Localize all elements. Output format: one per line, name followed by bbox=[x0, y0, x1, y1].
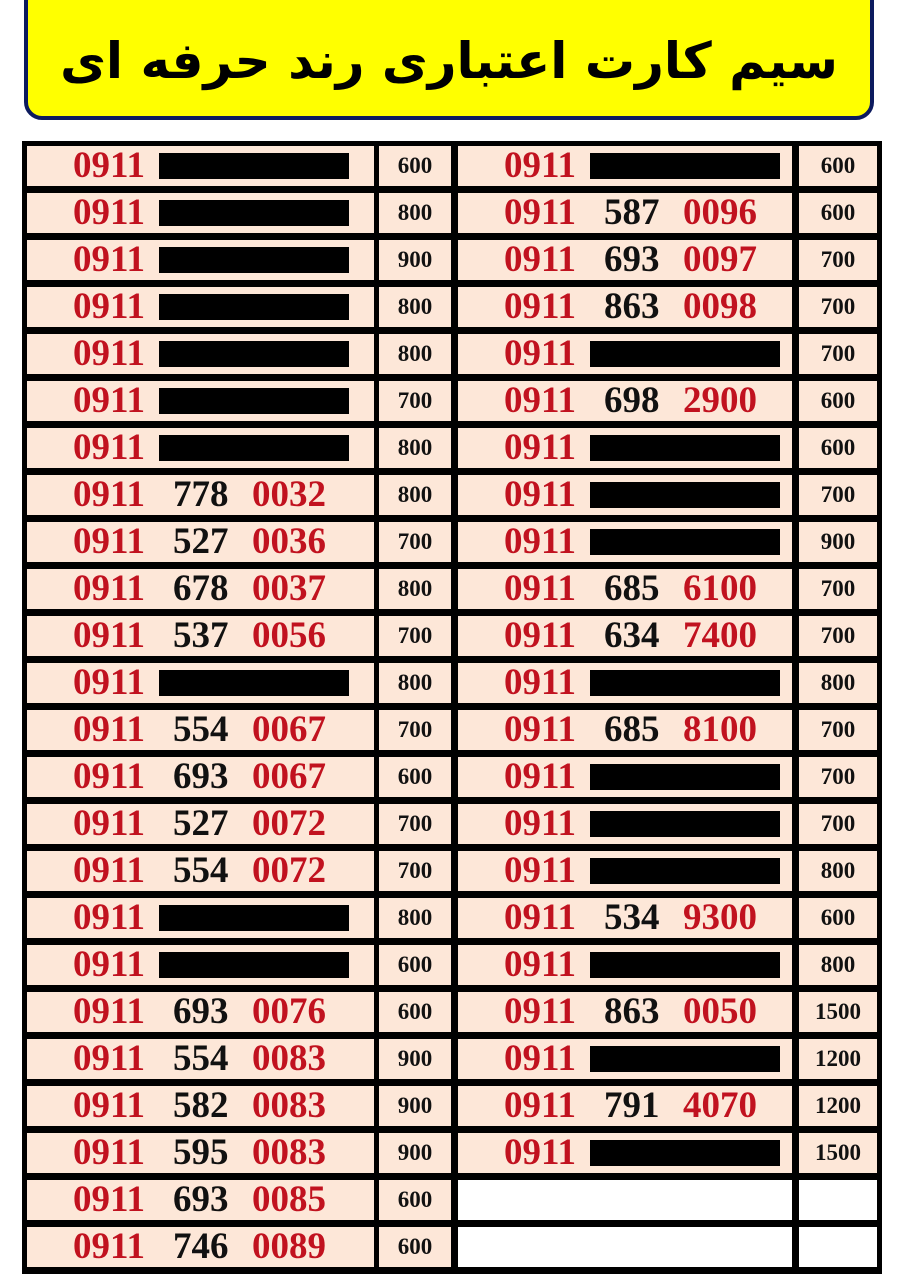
price-cell bbox=[799, 710, 877, 750]
price-value: 700 bbox=[820, 294, 856, 319]
number-cell bbox=[458, 193, 792, 233]
number-middle: 685 bbox=[604, 568, 660, 609]
number-middle: 778 bbox=[173, 474, 229, 515]
number-cell bbox=[27, 428, 374, 468]
price-cell bbox=[799, 898, 877, 938]
number-cell bbox=[27, 757, 374, 797]
number-suffix: 0076 bbox=[252, 991, 326, 1032]
redaction-bar bbox=[590, 764, 780, 790]
number-cell bbox=[458, 334, 792, 374]
price-cell bbox=[799, 569, 877, 609]
price-cell bbox=[799, 287, 877, 327]
number-cell bbox=[27, 146, 374, 186]
number-prefix: 0911 bbox=[504, 380, 576, 421]
number-cell bbox=[458, 804, 792, 844]
price-cell bbox=[799, 804, 877, 844]
number-cell bbox=[458, 1227, 792, 1267]
price-cell bbox=[379, 428, 451, 468]
price-cell bbox=[379, 193, 451, 233]
price-value: 700 bbox=[820, 576, 856, 601]
number-cell bbox=[27, 1227, 374, 1267]
number-prefix: 0911 bbox=[73, 145, 145, 186]
number-cell bbox=[27, 193, 374, 233]
price-value: 600 bbox=[397, 999, 433, 1024]
redaction-bar bbox=[590, 341, 780, 367]
number-prefix: 0911 bbox=[73, 897, 145, 938]
number-cell bbox=[458, 240, 792, 280]
number-cell bbox=[27, 240, 374, 280]
header-banner bbox=[24, 0, 874, 120]
number-cell bbox=[458, 945, 792, 985]
number-prefix: 0911 bbox=[73, 991, 145, 1032]
price-cell bbox=[379, 757, 451, 797]
number-prefix: 0911 bbox=[73, 568, 145, 609]
number-suffix: 0083 bbox=[252, 1085, 326, 1126]
number-cell bbox=[27, 710, 374, 750]
number-prefix: 0911 bbox=[504, 192, 576, 233]
number-prefix: 0911 bbox=[504, 474, 576, 515]
number-suffix: 0089 bbox=[252, 1226, 326, 1267]
price-cell bbox=[379, 898, 451, 938]
price-value: 600 bbox=[397, 153, 433, 178]
price-cell bbox=[799, 616, 877, 656]
price-cell bbox=[379, 1086, 451, 1126]
redaction-bar bbox=[159, 200, 349, 226]
redaction-bar bbox=[590, 670, 780, 696]
price-cell bbox=[379, 851, 451, 891]
number-cell bbox=[27, 522, 374, 562]
number-prefix: 0911 bbox=[73, 474, 145, 515]
number-cell bbox=[458, 146, 792, 186]
price-value: 700 bbox=[820, 247, 856, 272]
number-cell bbox=[458, 851, 792, 891]
number-suffix: 0085 bbox=[252, 1179, 326, 1220]
price-value: 900 bbox=[397, 1093, 433, 1118]
price-value: 800 bbox=[820, 952, 856, 977]
redaction-bar bbox=[159, 294, 349, 320]
price-value: 600 bbox=[397, 952, 433, 977]
price-cell bbox=[799, 945, 877, 985]
price-value: 800 bbox=[397, 341, 433, 366]
number-cell bbox=[27, 945, 374, 985]
price-cell bbox=[799, 146, 877, 186]
number-prefix: 0911 bbox=[504, 1038, 576, 1079]
number-prefix: 0911 bbox=[504, 897, 576, 938]
number-prefix: 0911 bbox=[73, 615, 145, 656]
price-value: 700 bbox=[820, 623, 856, 648]
redaction-bar bbox=[590, 952, 780, 978]
number-cell bbox=[27, 381, 374, 421]
number-cell bbox=[458, 992, 792, 1032]
price-value: 700 bbox=[397, 623, 433, 648]
price-cell bbox=[379, 381, 451, 421]
price-value: 700 bbox=[397, 529, 433, 554]
price-cell bbox=[799, 428, 877, 468]
number-suffix: 0083 bbox=[252, 1038, 326, 1079]
number-cell bbox=[27, 992, 374, 1032]
price-cell bbox=[799, 475, 877, 515]
price-value: 800 bbox=[820, 670, 856, 695]
number-middle: 746 bbox=[173, 1226, 229, 1267]
price-cell bbox=[379, 522, 451, 562]
number-prefix: 0911 bbox=[73, 803, 145, 844]
number-middle: 863 bbox=[604, 991, 660, 1032]
redaction-bar bbox=[159, 435, 349, 461]
number-suffix: 0067 bbox=[252, 756, 326, 797]
price-value: 900 bbox=[397, 1140, 433, 1165]
number-middle: 693 bbox=[173, 756, 229, 797]
number-cell bbox=[27, 569, 374, 609]
number-middle: 698 bbox=[604, 380, 660, 421]
price-cell bbox=[799, 1180, 877, 1220]
price-cell bbox=[799, 1039, 877, 1079]
number-middle: 527 bbox=[173, 803, 229, 844]
price-cell bbox=[379, 992, 451, 1032]
price-cell bbox=[379, 287, 451, 327]
number-suffix: 9300 bbox=[683, 897, 757, 938]
redaction-bar bbox=[590, 529, 780, 555]
price-cell bbox=[379, 1227, 451, 1267]
number-prefix: 0911 bbox=[504, 521, 576, 562]
redaction-bar bbox=[590, 1046, 780, 1072]
number-middle: 554 bbox=[173, 850, 229, 891]
number-prefix: 0911 bbox=[504, 615, 576, 656]
number-cell bbox=[27, 1039, 374, 1079]
number-middle: 634 bbox=[604, 615, 660, 656]
number-middle: 685 bbox=[604, 709, 660, 750]
price-value: 800 bbox=[397, 200, 433, 225]
price-cell bbox=[379, 1180, 451, 1220]
number-prefix: 0911 bbox=[504, 756, 576, 797]
number-cell bbox=[27, 804, 374, 844]
price-cell bbox=[379, 569, 451, 609]
number-suffix: 8100 bbox=[683, 709, 757, 750]
price-cell bbox=[379, 1039, 451, 1079]
price-cell bbox=[379, 804, 451, 844]
number-middle: 863 bbox=[604, 286, 660, 327]
number-cell bbox=[458, 475, 792, 515]
number-prefix: 0911 bbox=[73, 192, 145, 233]
number-prefix: 0911 bbox=[73, 380, 145, 421]
number-cell bbox=[458, 757, 792, 797]
price-value: 900 bbox=[397, 1046, 433, 1071]
number-middle: 537 bbox=[173, 615, 229, 656]
price-value: 700 bbox=[397, 388, 433, 413]
number-prefix: 0911 bbox=[504, 239, 576, 280]
number-cell bbox=[458, 616, 792, 656]
price-value: 800 bbox=[397, 576, 433, 601]
price-value: 900 bbox=[397, 247, 433, 272]
price-value: 600 bbox=[397, 1187, 433, 1212]
price-cell bbox=[379, 475, 451, 515]
number-prefix: 0911 bbox=[73, 333, 145, 374]
price-value: 700 bbox=[820, 341, 856, 366]
price-value: 600 bbox=[820, 435, 856, 460]
number-suffix: 0083 bbox=[252, 1132, 326, 1173]
price-cell bbox=[379, 334, 451, 374]
price-cell bbox=[379, 616, 451, 656]
number-cell bbox=[27, 1180, 374, 1220]
number-suffix: 0072 bbox=[252, 803, 326, 844]
price-value: 700 bbox=[820, 717, 856, 742]
number-cell bbox=[27, 1086, 374, 1126]
number-suffix: 2900 bbox=[683, 380, 757, 421]
price-value: 600 bbox=[397, 764, 433, 789]
number-middle: 595 bbox=[173, 1132, 229, 1173]
number-middle: 693 bbox=[604, 239, 660, 280]
number-prefix: 0911 bbox=[504, 944, 576, 985]
redaction-bar bbox=[590, 858, 780, 884]
number-prefix: 0911 bbox=[73, 709, 145, 750]
number-suffix: 4070 bbox=[683, 1085, 757, 1126]
number-suffix: 0098 bbox=[683, 286, 757, 327]
number-prefix: 0911 bbox=[504, 286, 576, 327]
redaction-bar bbox=[159, 905, 349, 931]
number-middle: 587 bbox=[604, 192, 660, 233]
redaction-bar bbox=[159, 341, 349, 367]
redaction-bar bbox=[159, 247, 349, 273]
number-prefix: 0911 bbox=[73, 944, 145, 985]
number-prefix: 0911 bbox=[504, 1132, 576, 1173]
number-suffix: 0056 bbox=[252, 615, 326, 656]
number-middle: 678 bbox=[173, 568, 229, 609]
number-suffix: 0067 bbox=[252, 709, 326, 750]
number-prefix: 0911 bbox=[73, 239, 145, 280]
price-cell bbox=[379, 1133, 451, 1173]
price-cell bbox=[799, 522, 877, 562]
number-cell bbox=[458, 522, 792, 562]
price-value: 800 bbox=[397, 294, 433, 319]
number-cell bbox=[458, 428, 792, 468]
number-suffix: 0097 bbox=[683, 239, 757, 280]
price-value: 800 bbox=[397, 905, 433, 930]
price-cell bbox=[799, 851, 877, 891]
price-value: 600 bbox=[397, 1234, 433, 1259]
number-prefix: 0911 bbox=[504, 803, 576, 844]
number-cell bbox=[458, 898, 792, 938]
price-cell bbox=[799, 381, 877, 421]
number-cell bbox=[458, 381, 792, 421]
redaction-bar bbox=[590, 482, 780, 508]
number-prefix: 0911 bbox=[504, 427, 576, 468]
number-middle: 527 bbox=[173, 521, 229, 562]
price-cell bbox=[799, 334, 877, 374]
number-suffix: 0032 bbox=[252, 474, 326, 515]
price-cell bbox=[379, 945, 451, 985]
price-value: 900 bbox=[820, 529, 856, 554]
price-value: 1200 bbox=[815, 1093, 861, 1118]
number-cell bbox=[458, 1133, 792, 1173]
number-suffix: 0036 bbox=[252, 521, 326, 562]
price-value: 600 bbox=[820, 905, 856, 930]
price-value: 700 bbox=[820, 764, 856, 789]
number-middle: 554 bbox=[173, 709, 229, 750]
number-suffix: 6100 bbox=[683, 568, 757, 609]
number-prefix: 0911 bbox=[73, 286, 145, 327]
price-value: 700 bbox=[397, 811, 433, 836]
price-cell bbox=[799, 1133, 877, 1173]
redaction-bar bbox=[590, 1140, 780, 1166]
price-value: 1500 bbox=[815, 999, 861, 1024]
price-cell bbox=[799, 992, 877, 1032]
number-prefix: 0911 bbox=[504, 850, 576, 891]
price-value: 800 bbox=[820, 858, 856, 883]
price-cell bbox=[379, 146, 451, 186]
redaction-bar bbox=[159, 670, 349, 696]
number-cell bbox=[458, 569, 792, 609]
number-suffix: 7400 bbox=[683, 615, 757, 656]
price-value: 700 bbox=[397, 858, 433, 883]
price-cell bbox=[379, 240, 451, 280]
number-prefix: 0911 bbox=[73, 427, 145, 468]
number-prefix: 0911 bbox=[73, 521, 145, 562]
number-prefix: 0911 bbox=[73, 850, 145, 891]
number-middle: 554 bbox=[173, 1038, 229, 1079]
price-cell bbox=[799, 1086, 877, 1126]
number-cell bbox=[458, 1039, 792, 1079]
number-prefix: 0911 bbox=[73, 662, 145, 703]
number-cell bbox=[458, 1086, 792, 1126]
number-middle: 582 bbox=[173, 1085, 229, 1126]
price-cell bbox=[799, 193, 877, 233]
price-table bbox=[22, 141, 882, 1274]
number-prefix: 0911 bbox=[73, 756, 145, 797]
number-cell bbox=[27, 851, 374, 891]
number-cell bbox=[458, 710, 792, 750]
redaction-bar bbox=[590, 811, 780, 837]
price-cell bbox=[379, 710, 451, 750]
number-cell bbox=[27, 1133, 374, 1173]
price-value: 600 bbox=[820, 200, 856, 225]
number-suffix: 0072 bbox=[252, 850, 326, 891]
number-cell bbox=[458, 287, 792, 327]
price-value: 800 bbox=[397, 482, 433, 507]
number-prefix: 0911 bbox=[504, 709, 576, 750]
price-cell bbox=[799, 1227, 877, 1267]
redaction-bar bbox=[590, 153, 780, 179]
number-prefix: 0911 bbox=[504, 145, 576, 186]
redaction-bar bbox=[159, 388, 349, 414]
redaction-bar bbox=[159, 153, 349, 179]
number-prefix: 0911 bbox=[504, 662, 576, 703]
number-cell bbox=[27, 287, 374, 327]
number-prefix: 0911 bbox=[504, 333, 576, 374]
price-value: 600 bbox=[820, 388, 856, 413]
price-value: 1500 bbox=[815, 1140, 861, 1165]
price-value: 1200 bbox=[815, 1046, 861, 1071]
number-prefix: 0911 bbox=[73, 1085, 145, 1126]
price-value: 800 bbox=[397, 435, 433, 460]
price-value: 700 bbox=[820, 482, 856, 507]
number-cell bbox=[27, 475, 374, 515]
price-value: 700 bbox=[397, 717, 433, 742]
number-cell bbox=[27, 663, 374, 703]
number-prefix: 0911 bbox=[73, 1226, 145, 1267]
page-title: سیم کارت اعتباری رند حرفه ای bbox=[60, 32, 838, 90]
number-middle: 693 bbox=[173, 1179, 229, 1220]
number-prefix: 0911 bbox=[73, 1132, 145, 1173]
number-cell bbox=[458, 1180, 792, 1220]
number-middle: 693 bbox=[173, 991, 229, 1032]
price-value: 600 bbox=[820, 153, 856, 178]
number-prefix: 0911 bbox=[73, 1038, 145, 1079]
number-cell bbox=[458, 663, 792, 703]
number-prefix: 0911 bbox=[504, 991, 576, 1032]
price-cell bbox=[799, 663, 877, 703]
number-prefix: 0911 bbox=[73, 1179, 145, 1220]
number-cell bbox=[27, 616, 374, 656]
redaction-bar bbox=[590, 435, 780, 461]
number-suffix: 0037 bbox=[252, 568, 326, 609]
number-suffix: 0050 bbox=[683, 991, 757, 1032]
number-middle: 791 bbox=[604, 1085, 660, 1126]
number-middle: 534 bbox=[604, 897, 660, 938]
number-cell bbox=[27, 334, 374, 374]
price-value: 800 bbox=[397, 670, 433, 695]
price-cell bbox=[799, 240, 877, 280]
price-value: 700 bbox=[820, 811, 856, 836]
number-suffix: 0096 bbox=[683, 192, 757, 233]
number-cell bbox=[27, 898, 374, 938]
number-prefix: 0911 bbox=[504, 568, 576, 609]
price-cell bbox=[379, 663, 451, 703]
price-cell bbox=[799, 757, 877, 797]
number-prefix: 0911 bbox=[504, 1085, 576, 1126]
redaction-bar bbox=[159, 952, 349, 978]
